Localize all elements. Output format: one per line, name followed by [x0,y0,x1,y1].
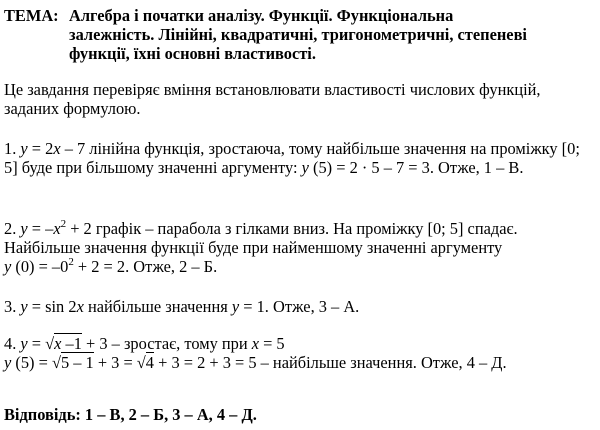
var-y: y [20,297,28,316]
sqrt-expression [52,353,94,372]
text-part: (5) = 2 · 5 – 7 = 3. Отже, 1 – В. [308,158,524,177]
item-number: 3. [4,297,17,316]
radicand: 5 – 1 [60,353,94,372]
text-part: = 1. Отже, 3 – А. [239,297,360,316]
var-y: y [301,158,309,177]
equation-part: (5) = [11,353,52,372]
answer-line: Відповідь: 1 – В, 2 – Б, 3 – А, 4 – Д. [4,405,257,424]
var-y: y [4,353,12,372]
equation-part: = 5 [258,334,285,353]
radical-sign: √ [51,353,61,372]
equation-part: (0) = –0 [11,257,69,276]
sqrt-expression [137,353,154,372]
radicand: 4 [145,353,154,372]
var-y: y [4,257,12,276]
var-x: x [53,139,61,158]
exponent: 2 [68,255,74,268]
solution-item-1 [4,139,596,177]
item-number: 4. [4,334,17,353]
equation-part: = sin 2 [27,297,77,316]
radical-sign: √ [45,334,55,353]
var-x: x [53,219,61,238]
text-part: – 7 лінійна функція, зростаюча, тому найбільше значення на проміжку [0; 5] буде при більшому значенні аргументу: [4,139,580,177]
exponent: 2 [60,217,67,230]
var-x: x [251,334,259,353]
equation-part: + 3 = [93,353,137,372]
solution-item-2 [4,219,596,276]
intro-paragraph: Це завдання перевіряє вміння встановлювати властивості числових функцій, заданих формулою. [4,80,541,118]
var-y: y [20,139,28,158]
text-part: + 2 = 2. Отже, 2 – Б. [73,257,218,276]
var-y: y [20,334,28,353]
text-part: – зростає, тому при [107,334,252,353]
item-number: 1. [4,139,17,158]
equation-part: = – [27,219,54,238]
equation-part: = [27,334,46,353]
var-y: y [20,219,28,238]
solution-item-3 [4,297,596,316]
var-x: x [76,297,84,316]
var-y: y [231,297,240,316]
equation-part: –1 [61,334,82,353]
topic-label: ТЕМА: [4,6,59,25]
sqrt-expression [45,334,82,353]
equation-part: = 2 [27,139,54,158]
item-number: 2. [4,219,17,238]
var-x: x [54,334,62,353]
radical-sign: √ [136,353,146,372]
equation-part: + 3 [81,334,108,353]
topic-title: Алгебра і початки аналізу. Функції. Функціональна залежність. Лінійні, квадратичні, тригонометричні, степеневі функції, їхні основні властивості. [69,6,527,63]
text-part: + 2 графік – парабола з гілками вниз. На проміжку [0; 5] спадає. Найбільше значення функції буде при найменшому значенні аргументу [4,219,518,257]
text-part: + 3 = 2 + 3 = 5 – найбільше значення. Отже, 4 – Д. [154,353,507,372]
solution-item-4 [4,334,596,372]
radicand [54,333,82,353]
text-part: найбільше значення [83,297,232,316]
